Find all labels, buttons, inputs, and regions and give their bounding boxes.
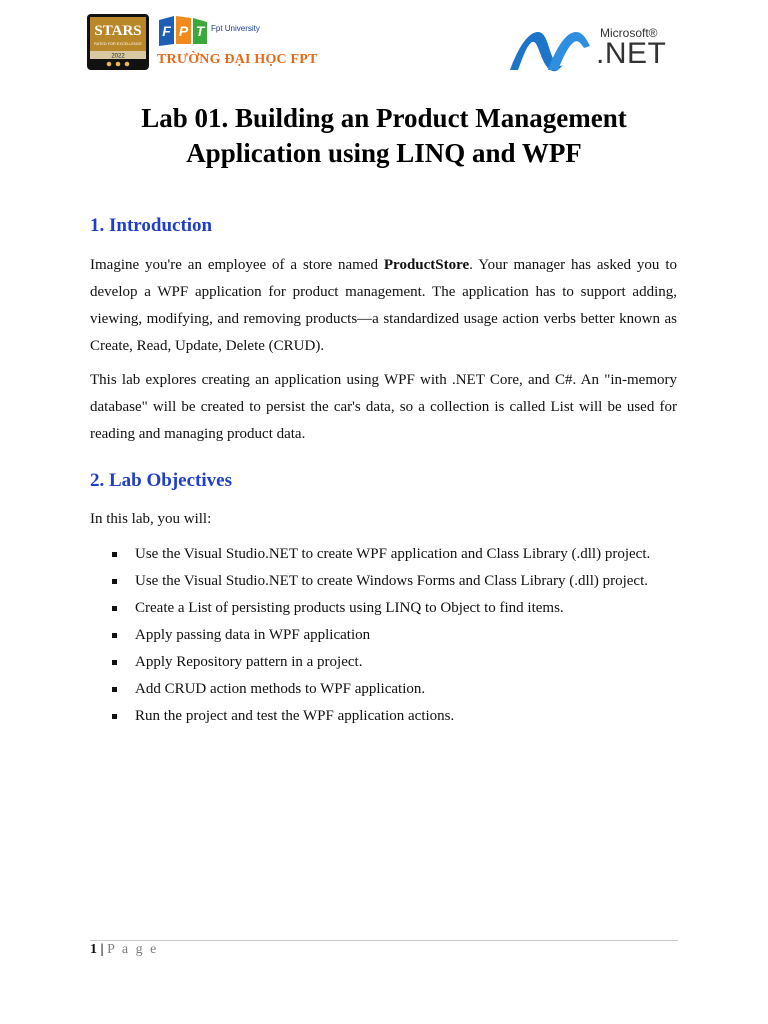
page-number: 1 — [90, 942, 97, 957]
fpt-university-label: Fpt University — [211, 24, 260, 33]
objectives-list — [90, 541, 690, 730]
fpt-school-name: TRƯỜNG ĐẠI HỌC FPT — [157, 52, 318, 67]
list-item — [90, 622, 690, 649]
bullet-icon — [112, 606, 117, 611]
list-item — [90, 703, 690, 730]
title-line-2: Application using LINQ and WPF — [186, 138, 582, 168]
section-heading-objectives: 2. Lab Objectives — [90, 470, 232, 491]
stars-logo-text: STARS — [94, 23, 142, 39]
list-item-text: Create a List of persisting products using LINQ to Object to find items. — [135, 600, 564, 616]
list-item — [90, 649, 690, 676]
title-line-1: Lab 01. Building an Product Management — [141, 103, 627, 133]
page-header — [0, 0, 768, 90]
intro-paragraph-2: This lab explores creating an application using WPF with .NET Core, and C#. An "in-memory database" will be created to persist the car's data, so a collection is called List will be used for reading and managing product data. — [90, 372, 677, 442]
svg-text:P: P — [178, 23, 189, 39]
list-item-text: Add CRUD action methods to WPF application. — [135, 681, 426, 697]
microsoft-net-logo — [508, 26, 673, 76]
footer-divider — [90, 940, 678, 941]
list-item — [90, 676, 690, 703]
objectives-intro: In this lab, you will: — [90, 511, 212, 527]
stars-logo-sub: RATED FOR EXCELLENCE — [94, 42, 142, 46]
list-item-text: Use the Visual Studio.NET to create WPF application and Class Library (.dll) project. — [135, 546, 651, 562]
net-wave-icon — [508, 28, 592, 74]
list-item — [90, 595, 690, 622]
bullet-icon — [112, 660, 117, 665]
svg-text:T: T — [195, 23, 205, 39]
bullet-icon — [112, 687, 117, 692]
stars-logo-year: 2022 — [111, 53, 125, 60]
svg-text:F: F — [162, 23, 171, 39]
store-name: ProductStore — [383, 257, 470, 273]
fpt-university-logo — [157, 14, 318, 74]
intro-text-start: Imagine you're an employee of a store named — [90, 257, 384, 273]
document-title — [90, 101, 678, 171]
list-item-text: Apply Repository pattern in a project. — [135, 654, 363, 670]
page-label: P a g e — [107, 942, 159, 957]
bullet-icon — [112, 579, 117, 584]
list-item — [90, 541, 690, 568]
intro-text-end: . Your manager has asked you to develop a WPF application for product management. The application has to support adding, viewing, modifying, and removing products—a standardized usage action verbs better known as Create, Read, Update, Delete (CRUD). — [90, 257, 677, 354]
microsoft-label: Microsoft® — [600, 26, 658, 40]
bullet-icon — [112, 633, 117, 638]
intro-paragraph-1 — [90, 252, 677, 360]
bullet-icon — [112, 552, 117, 557]
list-item-text: Apply passing data in WPF application — [135, 627, 371, 643]
fpt-brand-icon — [157, 14, 211, 48]
list-item-text: Run the project and test the WPF application actions. — [135, 708, 455, 724]
stars-rating-logo — [87, 14, 149, 70]
bullet-icon — [112, 714, 117, 719]
section-heading-introduction: 1. Introduction — [90, 215, 213, 236]
footer-separator: | — [97, 942, 108, 957]
list-item — [90, 568, 690, 595]
list-item-text: Use the Visual Studio.NET to create Windows Forms and Class Library (.dll) project. — [135, 573, 648, 589]
page-footer — [90, 942, 158, 958]
net-label: .NET — [596, 37, 667, 70]
